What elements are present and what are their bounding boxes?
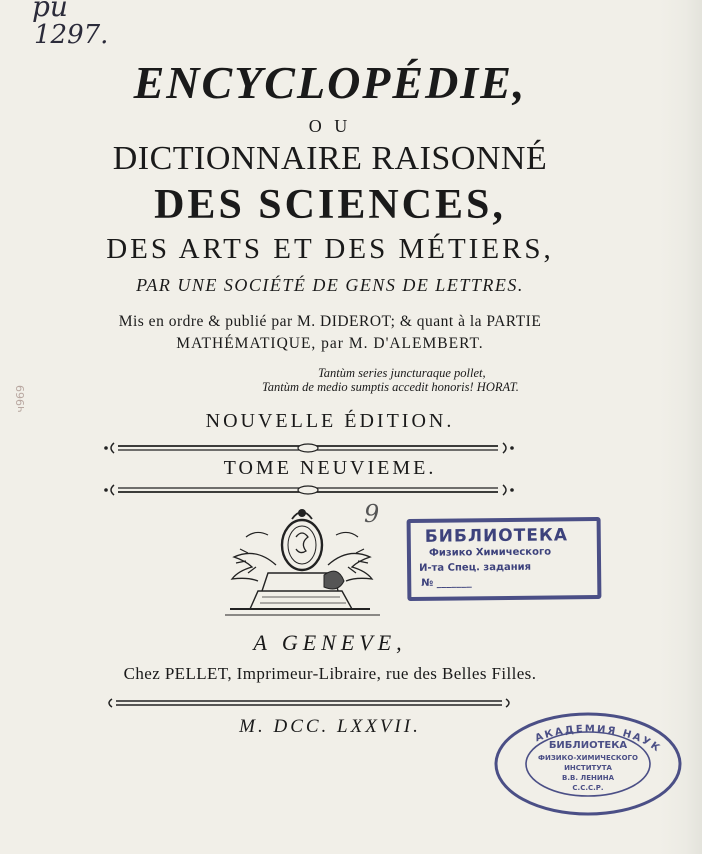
- title-dictionnaire: DICTIONNAIRE RAISONNÉ: [112, 140, 548, 177]
- library-stamp-number: № _______: [421, 577, 472, 589]
- library-stamp-title: БИБЛИОТЕКА: [424, 525, 569, 547]
- title-ou: O U: [308, 116, 352, 136]
- oval-stamp-line-1: БИБЛИОТЕКА: [548, 740, 628, 751]
- oval-stamp-line-5: С.С.С.Р.: [572, 784, 604, 792]
- library-stamp-line-2: Физико Химического: [428, 546, 552, 559]
- title-societe: PAR UNE SOCIÉTÉ DE GENS DE LETTRES.: [136, 275, 524, 295]
- handwritten-shelfmark-number: 1297.: [34, 20, 109, 50]
- epigraph-line-1: Tantùm series juncturaque pollet,: [318, 366, 486, 380]
- side-faint-marks: ч969: [14, 385, 27, 413]
- imprint-publisher: Chez PELLET, Imprimeur-Libraire, rue des Belles Filles.: [123, 664, 537, 683]
- academy-oval-stamp: [488, 708, 688, 816]
- oval-stamp-line-3: ИНСТИТУТА: [564, 764, 612, 772]
- printers-vignette: [220, 505, 385, 620]
- ornamental-rule-top: [100, 440, 520, 456]
- oval-stamp-ring-text: АКАДЕМИЯ НАУК: [533, 723, 663, 756]
- library-stamp-line-3: И-та Спец. задания: [419, 561, 532, 574]
- oval-stamp-line-4: В.В. ЛЕНИНА: [561, 774, 615, 782]
- imprint-rule: [100, 696, 520, 710]
- epigraph-line-2: Tantùm de medio sumptis accedit honoris! HORAT.: [262, 380, 519, 394]
- editors-line-1: Mis en ordre & publié par M. DIDEROT; & quant à la PARTIE: [118, 313, 542, 330]
- handwritten-mark: 9: [364, 500, 380, 528]
- library-stamp: [407, 517, 602, 601]
- title-encyclopedie: ENCYCLOPÉDIE,: [133, 57, 527, 108]
- volume-label: TOME NEUVIEME.: [223, 457, 437, 479]
- title-des-arts: DES ARTS ET DES MÉTIERS,: [106, 233, 554, 265]
- imprint-city: A GENEVE,: [253, 630, 407, 655]
- handwritten-shelfmark-top: ри: [32, 0, 68, 23]
- edition-label: NOUVELLE ÉDITION.: [205, 410, 455, 432]
- imprint-year: M. DCC. LXXVII.: [239, 716, 421, 737]
- title-des-sciences: DES SCIENCES,: [154, 182, 506, 228]
- editors-line-2: MATHÉMATIQUE, par M. D'ALEMBERT.: [176, 335, 484, 352]
- ornamental-rule-bottom: [100, 482, 520, 498]
- oval-stamp-line-2: ФИЗИКО-ХИМИЧЕСКОГО: [538, 754, 638, 762]
